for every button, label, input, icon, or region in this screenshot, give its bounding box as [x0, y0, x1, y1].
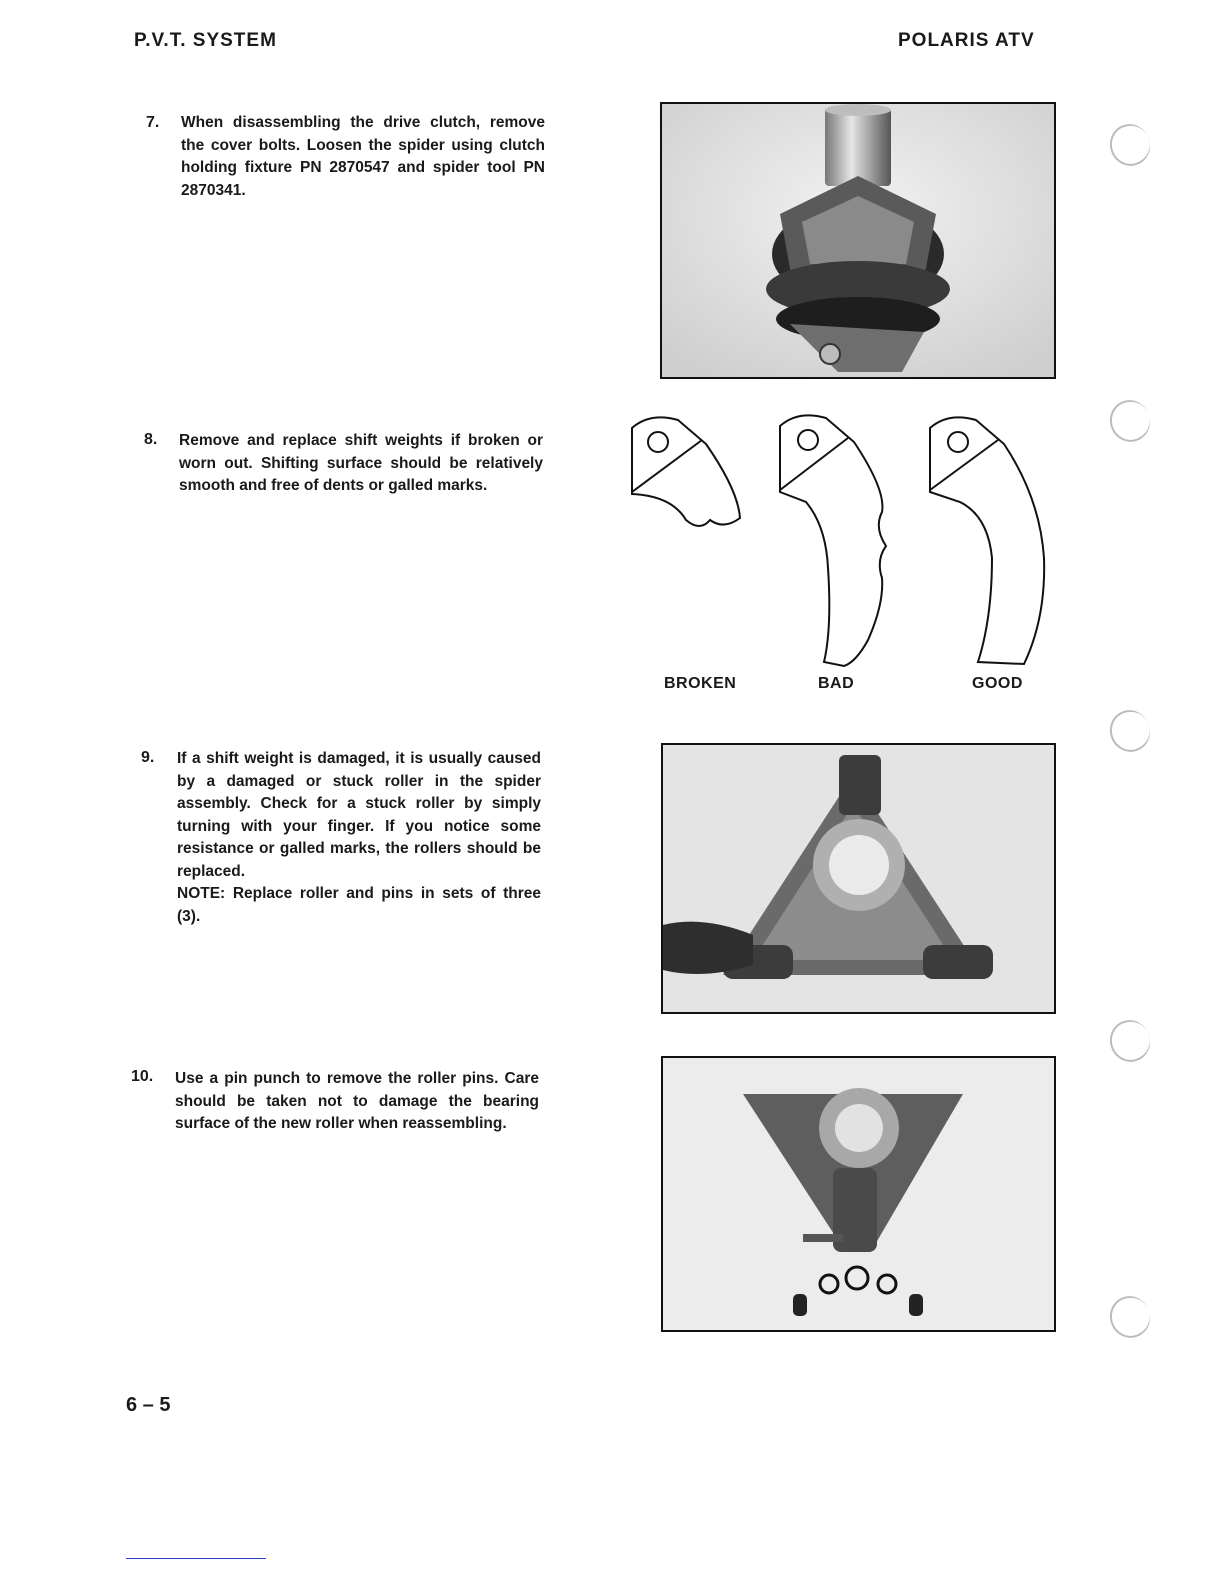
binder-hole — [1104, 118, 1156, 171]
weight-label-good: GOOD — [972, 675, 1023, 692]
shift-weights-illustration — [620, 408, 1060, 673]
drive-clutch-photo — [660, 102, 1056, 379]
binder-hole — [1104, 704, 1156, 757]
step-number: 9. — [141, 749, 155, 766]
step-text: Remove and replace shift weights if broken or worn out. Shifting surface should be relatively smooth and free of dents or galled marks. — [179, 432, 543, 494]
footer-rule — [126, 1558, 266, 1559]
binder-hole — [1104, 394, 1156, 447]
broken-weight-outline — [632, 417, 740, 526]
spider-assembly-photo — [661, 743, 1056, 1014]
weight-label-broken: BROKEN — [664, 675, 737, 692]
step-number: 10. — [131, 1068, 154, 1085]
good-weight-outline — [930, 417, 1044, 664]
step-number: 8. — [144, 431, 158, 448]
step-text: Use a pin punch to remove the roller pins. Care should be taken not to damage the bearing surface of the new roller when reassembling. — [175, 1070, 539, 1132]
step-text: When disassembling the drive clutch, remove the cover bolts. Loosen the spider using clutch holding fixture PN 2870547 and spider tool PN 2870341. — [181, 114, 545, 199]
step-number: 7. — [146, 114, 160, 131]
binder-hole — [1104, 1014, 1156, 1067]
step-note: NOTE: Replace roller and pins in sets of three (3). — [177, 885, 541, 925]
page-number: 6 – 5 — [126, 1394, 171, 1416]
spider-pin-removal-photo — [661, 1056, 1056, 1332]
running-header-left: P.V.T. SYSTEM — [134, 30, 277, 51]
bad-weight-outline — [780, 415, 886, 666]
running-header-right: POLARIS ATV — [898, 30, 1035, 51]
weight-label-bad: BAD — [818, 675, 855, 692]
step-text: If a shift weight is damaged, it is usually caused by a damaged or stuck roller in the spider assembly. Check for a stuck roller by simply turning with your finger. If you notice some resistance or galled marks, the rollers should be replaced. — [177, 750, 541, 880]
binder-hole — [1104, 1290, 1156, 1343]
